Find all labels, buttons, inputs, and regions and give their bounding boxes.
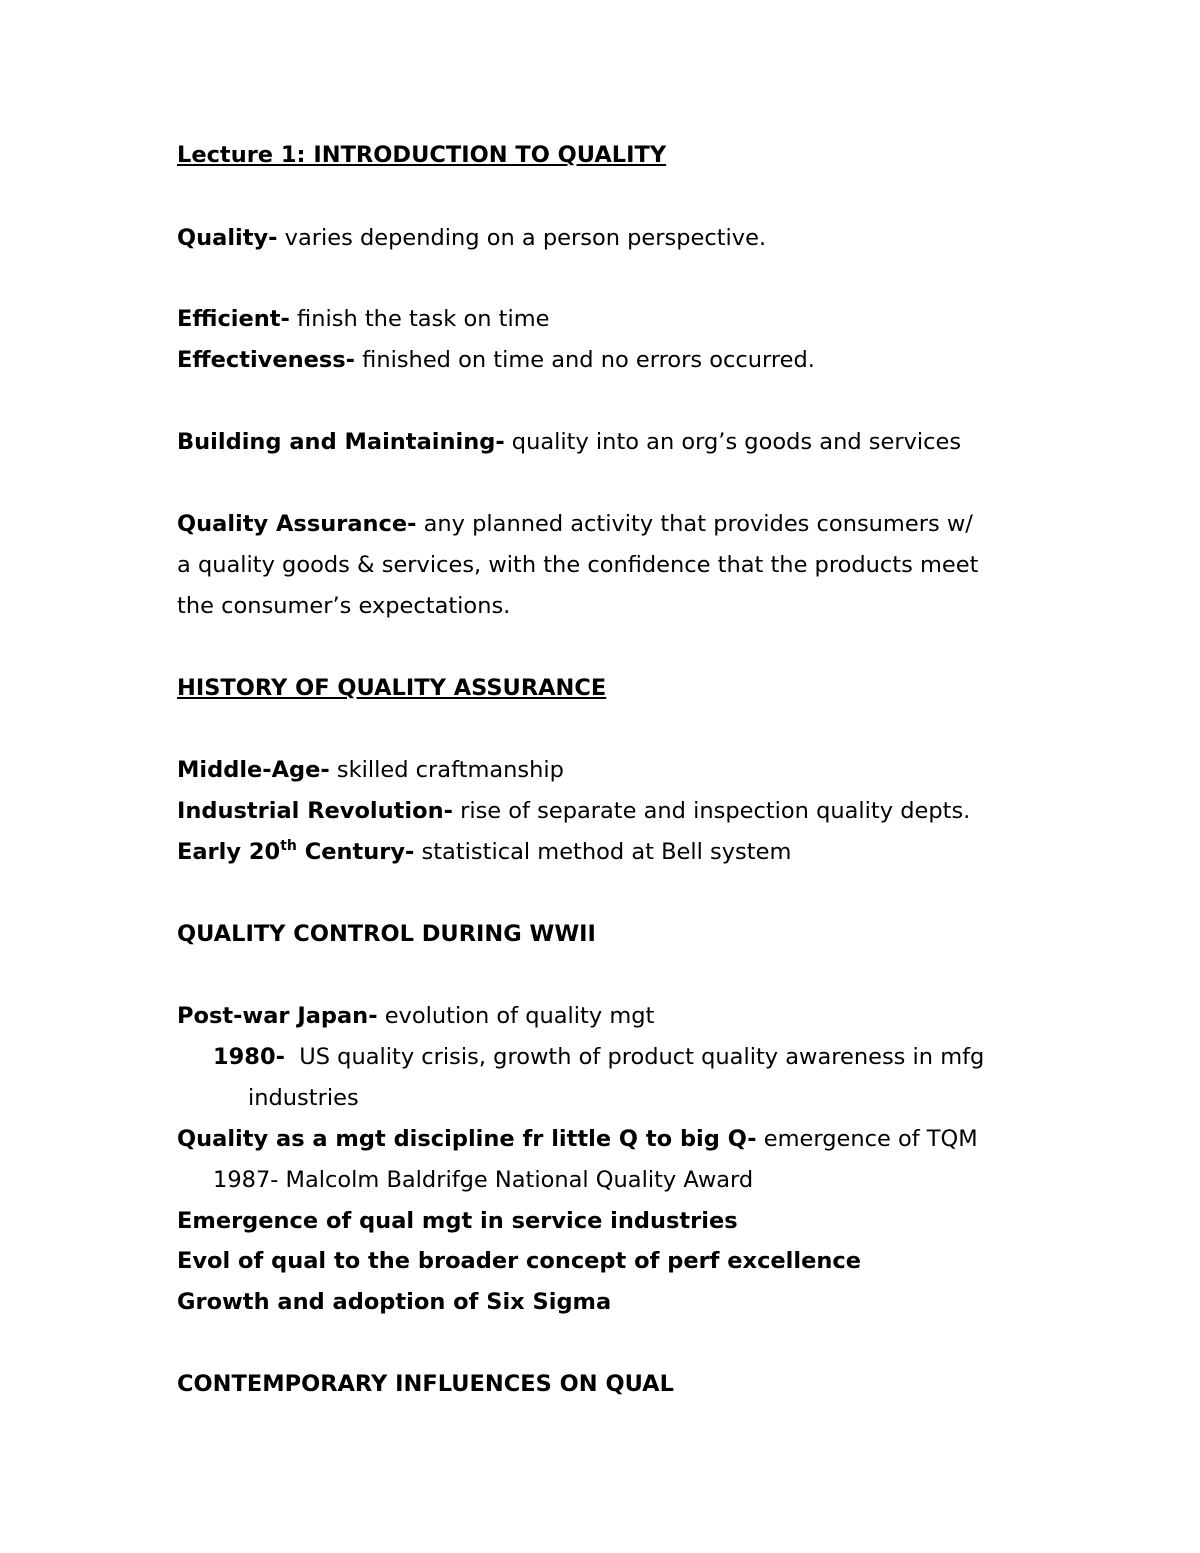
definition-qa-line2 bbox=[177, 550, 978, 580]
term: Effectiveness- bbox=[177, 347, 355, 373]
term: Industrial Revolution- bbox=[177, 798, 453, 824]
definition-text: 1987- Malcolm Baldrifge National Quality Award bbox=[213, 1167, 754, 1193]
definition-text: finished on time and no errors occurred. bbox=[355, 347, 815, 373]
wwii-mgt-discipline bbox=[177, 1124, 978, 1154]
wwii-post-war-japan bbox=[177, 1001, 654, 1031]
definition-text: skilled craftmanship bbox=[329, 757, 564, 783]
definition-text: rise of separate and inspection quality depts. bbox=[452, 798, 971, 824]
wwii-1980-cont bbox=[248, 1083, 359, 1113]
definition-qa-line1 bbox=[177, 509, 973, 539]
superscript-th: th bbox=[280, 838, 297, 854]
term bbox=[177, 839, 414, 865]
definition-text: emergence of TQM bbox=[756, 1126, 978, 1152]
definition-quality bbox=[177, 223, 766, 253]
definition-text: the consumer’s expectations. bbox=[177, 593, 511, 619]
term: Building and Maintaining- bbox=[177, 429, 505, 455]
heading-text: CONTEMPORARY INFLUENCES ON QUAL bbox=[177, 1371, 674, 1397]
term: Efficient- bbox=[177, 306, 290, 332]
section-heading-wwii bbox=[177, 919, 596, 949]
definition-text: statistical method at Bell system bbox=[414, 839, 792, 865]
definition-text: US quality crisis, growth of product quality awareness in mfg bbox=[284, 1044, 985, 1070]
wwii-service-industries bbox=[177, 1206, 738, 1236]
section-heading-contemporary bbox=[177, 1369, 674, 1399]
history-early-20th bbox=[177, 837, 791, 867]
wwii-perf-excellence bbox=[177, 1246, 861, 1276]
definition-qa-line3 bbox=[177, 591, 510, 621]
term: Post-war Japan- bbox=[177, 1003, 378, 1029]
heading-text: QUALITY CONTROL DURING WWII bbox=[177, 921, 596, 947]
wwii-1987 bbox=[213, 1165, 753, 1195]
term: Quality- bbox=[177, 225, 278, 251]
definition-text: varies depending on a person perspective. bbox=[277, 225, 767, 251]
definition-efficient bbox=[177, 304, 549, 334]
definition-text: a quality goods & services, with the confidence that the products meet bbox=[177, 552, 979, 578]
term: Quality Assurance- bbox=[177, 511, 417, 537]
wwii-1980 bbox=[213, 1042, 984, 1072]
definition-text: evolution of quality mgt bbox=[377, 1003, 655, 1029]
term: Emergence of qual mgt in service industries bbox=[177, 1208, 738, 1234]
term-pre: Early 20 bbox=[177, 839, 281, 865]
term: Middle-Age- bbox=[177, 757, 330, 783]
term: Evol of qual to the broader concept of perf excellence bbox=[177, 1248, 861, 1274]
definition-building bbox=[177, 427, 961, 457]
wwii-six-sigma bbox=[177, 1287, 611, 1317]
history-middle-age bbox=[177, 755, 564, 785]
term-post: Century- bbox=[296, 839, 415, 865]
definition-text: industries bbox=[248, 1085, 359, 1111]
definition-text: quality into an org’s goods and services bbox=[504, 429, 962, 455]
definition-text: any planned activity that provides consumers w/ bbox=[416, 511, 973, 537]
page-title bbox=[177, 140, 666, 170]
title-text: Lecture 1: INTRODUCTION TO QUALITY bbox=[177, 142, 667, 168]
definition-effectiveness bbox=[177, 345, 815, 375]
term: Growth and adoption of Six Sigma bbox=[177, 1289, 612, 1315]
term: 1980- bbox=[213, 1044, 285, 1070]
history-industrial bbox=[177, 796, 970, 826]
term: Quality as a mgt discipline fr little Q to big Q- bbox=[177, 1126, 757, 1152]
definition-text: finish the task on time bbox=[289, 306, 550, 332]
heading-text: HISTORY OF QUALITY ASSURANCE bbox=[177, 675, 607, 701]
section-heading-history bbox=[177, 673, 606, 703]
